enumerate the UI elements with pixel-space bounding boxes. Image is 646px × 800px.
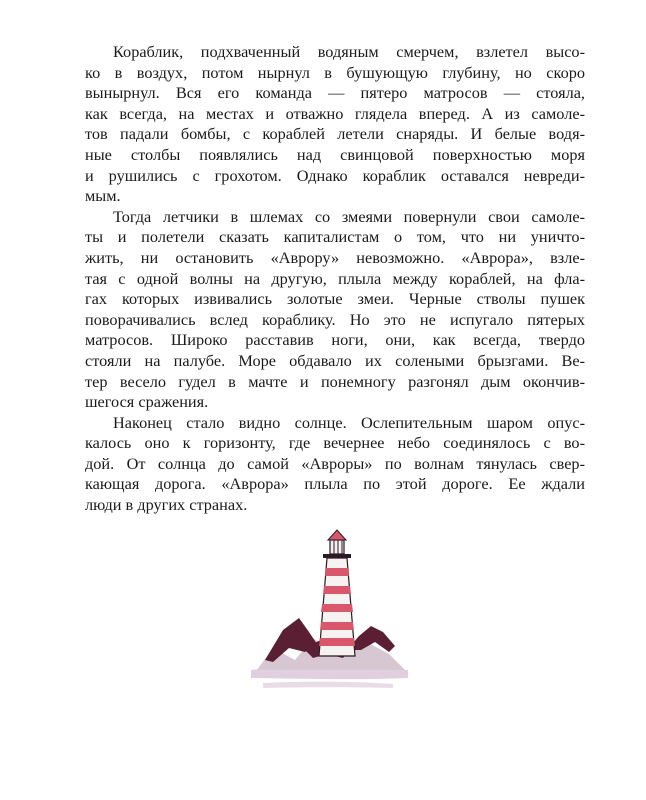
text-line: Кораблик, подхваченный водяным смерчем, взлетел высо- <box>113 42 585 61</box>
text-line: ные столбы появлялись над свинцовой поверхностью моря <box>85 144 585 164</box>
text-line: и рушились с грохотом. Однако кораблик оставался невреди- <box>85 165 585 185</box>
paragraph-3 <box>85 413 585 516</box>
text-line: жить, ни остановить «Аврору» невозможно. «Аврора», взле- <box>85 247 585 267</box>
text-line: дой. От солнца до самой «Авроры» по волнам тянулась свер- <box>85 453 585 473</box>
text-line: кающая дорога. «Аврора» плыла по этой дороге. Ее ждали <box>85 474 585 494</box>
text-line: как всегда, на местах и отважно глядела вперед. А из самоле- <box>85 103 585 123</box>
text-line: калось оно к горизонту, где вечернее небо соединялось с во- <box>85 433 585 453</box>
text-line: ты и полетели сказать капиталистам о том, что ни уничто- <box>85 227 585 247</box>
text-line: гах которых извивались золотые змеи. Черные стволы пушек <box>85 289 585 309</box>
text-line: мым. <box>85 186 121 206</box>
paragraph-2 <box>85 207 585 413</box>
text-line: тая с одной волны на другую, плыла между кораблей, на фла- <box>85 268 585 288</box>
text-line: Наконец стало видно солнце. Ослепительным шаром опус- <box>113 412 585 432</box>
water-icon <box>251 667 408 688</box>
text-line: матросов. Широко расставив ноги, они, как всегда, твердо <box>85 330 585 350</box>
text-line: люди в других странах. <box>85 495 248 515</box>
lighthouse-illustration <box>243 520 413 705</box>
text-line: ко в воздух, потом нырнул в бушующую глубину, но скоро <box>85 62 585 82</box>
lighthouse-icon <box>319 530 355 656</box>
text-line: Тогда летчики в шлемах со змеями повернули свои самоле- <box>113 206 585 226</box>
text-line: тер весело гудел в мачте и понемногу разгонял дым окончив- <box>85 371 585 391</box>
paragraph-1 <box>85 42 585 207</box>
story-text <box>85 42 585 516</box>
text-line: стояли на палубе. Море обдавало их солеными брызгами. Ве- <box>85 350 585 370</box>
text-line: вынырнул. Вся его команда — пятеро матросов — стояла, <box>85 83 585 103</box>
text-line: тов падали бомбы, с кораблей летели снаряды. И белые водя- <box>85 124 585 144</box>
text-line: поворачивались вслед кораблику. Но это не испугало пятерых <box>85 309 585 329</box>
text-line: шегося сражения. <box>85 392 209 412</box>
